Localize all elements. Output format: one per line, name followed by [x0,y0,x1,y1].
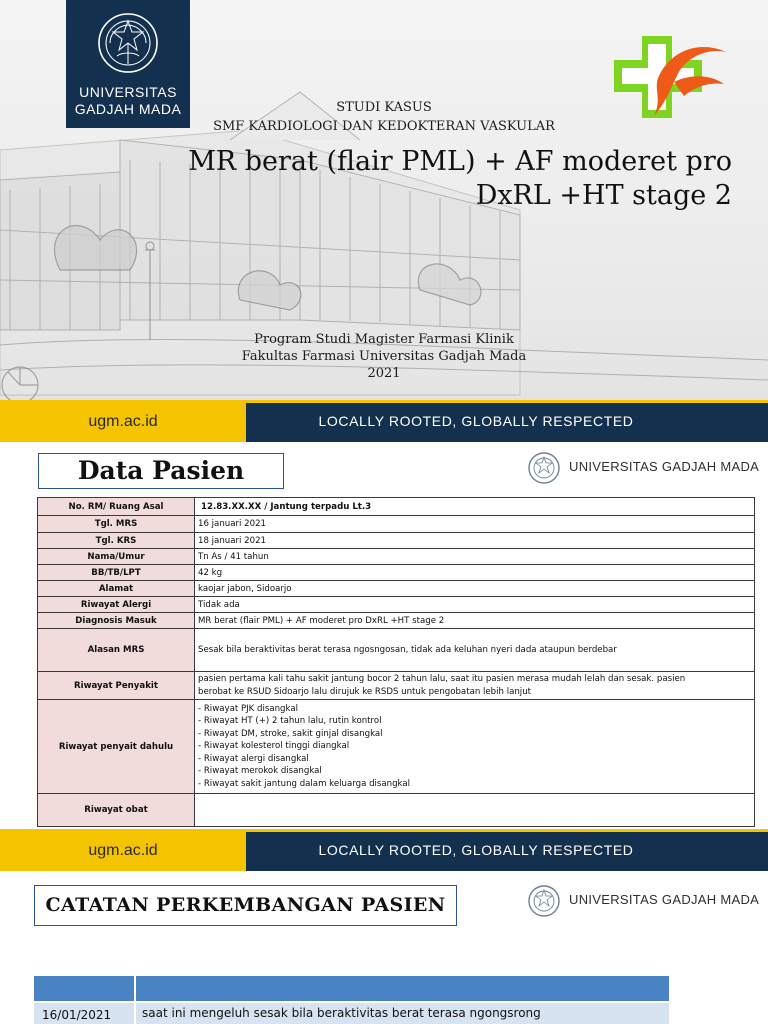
row-value: 18 januari 2021 [195,533,755,549]
value-line: - Riwayat merokok disangkal [198,766,322,777]
table-row [38,581,755,597]
row-value: Tidak ada [195,597,755,613]
progress-table-header [34,976,669,1001]
slide-separator [0,871,768,879]
footer-tagline-panel [246,832,768,871]
table-row [38,549,755,565]
row-label: Alamat [38,581,195,597]
value-line: - Riwayat sakit jantung dalam keluarga disangkal [198,778,411,789]
row-label: Nama/Umur [38,549,195,565]
value-line: pasien pertama kali tahu sakit jantung bocor 2 tahun lalu, saat itu pasien merasa mudah lelah dan sesak. pasien [198,674,686,684]
row-label: Diagnosis Masuk [38,613,195,629]
value-line: - Riwayat kolesterol tinggi diangkal [198,741,350,752]
value-line: - Riwayat PJK disangkal [198,703,298,714]
footer-tagline: LOCALLY ROOTED, GLOBALLY RESPECTED [318,842,634,858]
row-label: Riwayat obat [38,794,195,827]
ugm-seal-icon [527,884,561,918]
row-label: Alasan MRS [38,629,195,672]
table-row [38,672,755,700]
row-value: kaojar jabon, Sidoarjo [195,581,755,597]
ugm-name-line1: UNIVERSITAS [79,84,177,100]
column-divider [134,976,136,1001]
row-value: 42 kg [195,565,755,581]
year-label: 2021 [367,366,401,381]
value-line: - Riwayat HT (+) 2 tahun lalu, rutin kontrol [198,716,382,727]
slide-separator [0,442,768,450]
entry-date: 16/01/2021 [42,1008,112,1022]
data-pasien-title: Data Pasien [77,456,245,485]
table-row [38,533,755,549]
footer-tagline: LOCALLY ROOTED, GLOBALLY RESPECTED [318,413,634,429]
value-line: - Riwayat DM, stroke, sakit ginjal disangkal [198,728,383,739]
data-pasien-title-box [38,453,284,489]
faculty-name: Fakultas Farmasi Universitas Gadjah Mada [241,349,527,364]
row-label: Riwayat Penyakit [38,672,195,700]
table-row [38,613,755,629]
footer-band [0,400,768,442]
patient-data-table [37,497,755,827]
progress-table-row [34,1003,669,1024]
slide-title-line1: MR berat (flair PML) + AF moderet pro [188,146,732,177]
title-slide [0,0,768,400]
row-value: MR berat (flair PML) + AF moderet pro DxRL +HT stage 2 [195,613,755,629]
program-name: Program Studi Magister Farmasi Klinik [254,332,514,347]
footer-url-panel [0,403,246,442]
footer-tagline-panel [246,403,768,442]
column-divider [134,1003,136,1024]
row-value: 12.83.XX.XX / Jantung terpadu Lt.3 [195,498,755,516]
row-label: Riwayat penyait dahulu [38,700,195,794]
table-row [38,516,755,533]
case-study-label: STUDI KASUS [336,100,432,115]
table-row [38,565,755,581]
value-line: - Riwayat alergi disangkal [198,753,309,764]
entry-note: saat ini mengeluh sesak bila beraktivitas berat terasa ngongsrong [142,1006,541,1020]
row-value: 16 januari 2021 [195,516,755,533]
table-row [38,498,755,516]
table-row [38,794,755,827]
department-label: SMF KARDIOLOGI DAN KEDOKTERAN VASKULAR [213,119,555,134]
catatan-title: CATATAN PERKEMBANGAN PASIEN [45,894,446,916]
row-value: Sesak bila beraktivitas berat terasa ngosngosan, tidak ada keluhan nyeri dada ataupun berdebar [195,629,755,672]
row-value [195,672,755,700]
table-row [38,597,755,613]
row-value [195,700,755,794]
ugm-inline-label: UNIVERSITAS GADJAH MADA [569,892,760,907]
row-label: Tgl. KRS [38,533,195,549]
row-label: BB/TB/LPT [38,565,195,581]
ugm-inline-logo [527,884,760,920]
footer-url: ugm.ac.id [88,413,158,430]
slide-title-line2: DxRL +HT stage 2 [475,180,732,211]
table-row [38,629,755,672]
row-label: No. RM/ Ruang Asal [38,498,195,516]
ugm-name-line2: GADJAH MADA [74,101,182,117]
row-value [195,794,755,827]
table-row [38,700,755,794]
ugm-seal-icon [97,12,159,74]
row-label: Tgl. MRS [38,516,195,533]
footer-url: ugm.ac.id [88,842,158,859]
footer-band [0,829,768,871]
footer-url-panel [0,832,246,871]
catatan-title-box [34,885,457,926]
row-value: Tn As / 41 tahun [195,549,755,565]
ugm-seal-icon [527,451,561,485]
ugm-inline-logo [527,451,760,487]
ugm-inline-label: UNIVERSITAS GADJAH MADA [569,459,760,474]
row-label: Riwayat Alergi [38,597,195,613]
value-line: berobat ke RSUD Sidoarjo lalu dirujuk ke RSDS untuk pengobatan lebih lanjut [198,686,532,697]
